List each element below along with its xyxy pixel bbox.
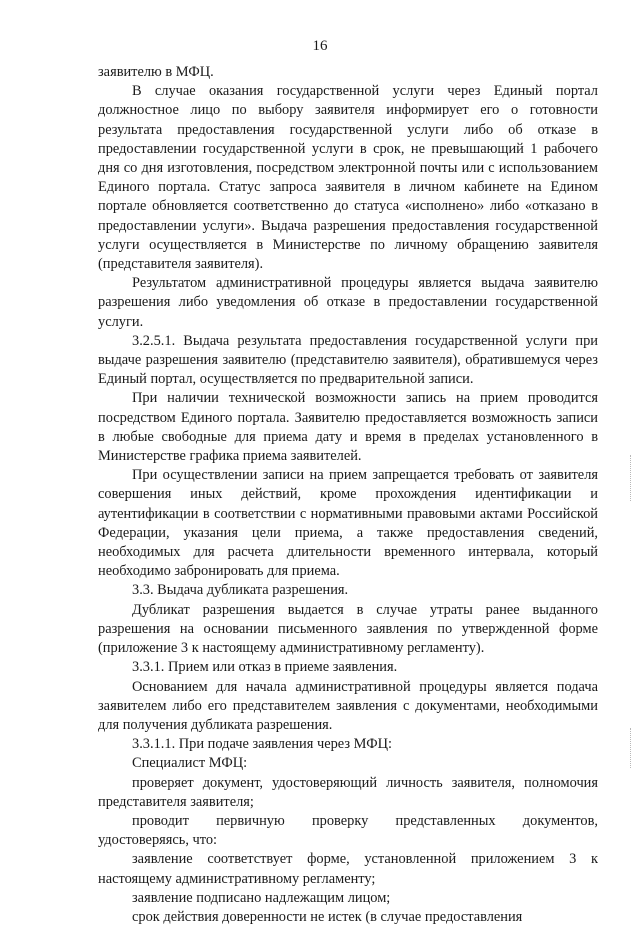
paragraph: заявителю в МФЦ.	[98, 64, 214, 80]
paragraph: Основанием для начала административной процедуры является подача заявителем либо его представителем заявления с документами, необходимыми для получения дубликата разрешения.	[98, 678, 598, 733]
section-heading: 3.3.1. Прием или отказ в приеме заявления.	[132, 659, 398, 676]
scan-margin-mark	[630, 728, 634, 768]
paragraph: срок действия доверенности не истек (в случае предоставления	[132, 908, 523, 925]
paragraph: заявление подписано надлежащим лицом;	[132, 889, 391, 906]
paragraph: заявление соответствует форме, установленной приложением 3 к настоящему административному регламенту;	[98, 851, 598, 887]
paragraph: 3.2.5.1. Выдача результата предоставления государственной услуги при выдаче разрешения заявителю (представителю заявителя), обратившемуся через Единый портал, осуществляется по предварительной записи.	[98, 332, 598, 388]
paragraph: 3.3.1.1. При подаче заявления через МФЦ:	[132, 736, 393, 753]
paragraph: При наличии технической возможности запись на прием проводится посредством Единого портала. Заявителю предоставляется возможность записи в любые свободные для приема дату и время в пределах установленного в Министерстве графика приема заявителей.	[98, 390, 598, 465]
document-body	[98, 63, 598, 927]
paragraph: Результатом административной процедуры является выдача заявителю разрешения либо уведомления об отказе в предоставлении государственной услуги.	[98, 275, 598, 330]
paragraph: Дубликат разрешения выдается в случае утраты ранее выданного разрешения на основании письменного заявления по утвержденной форме (приложение 3 к настоящему административному регламенту).	[98, 601, 598, 657]
page-number: 16	[312, 38, 328, 54]
paragraph: проводит первичную проверку представленных документов, удостоверяясь, что:	[98, 812, 598, 849]
paragraph: При осуществлении записи на прием запрещается требовать от заявителя совершения иных действий, кроме прохождения идентификации и аутентификации в соответствии с нормативными правовыми актами Российской Федерации, указания цели приема, а также предоставления сведений, необходимых для расчета длительности временного интервала, который необходимо забронировать для приема.	[98, 467, 598, 580]
paragraph: Специалист МФЦ:	[132, 755, 248, 772]
paragraph: проверяет документ, удостоверяющий личность заявителя, полномочия представителя заявителя;	[98, 774, 598, 810]
scan-margin-mark	[630, 455, 634, 501]
paragraph: В случае оказания государственной услуги через Единый портал должностное лицо по выбору заявителя информирует его о готовности результата предоставления государственной услуги либо об отказе в предоставлении государственной услуги в срок, не превышающий 1 рабочего дня со дня изготовления, посредством электронной почты или с использованием Единого портала. Статус запроса заявителя в личном кабинете на Едином портале обновляется соответственно до статуса «исполнено» либо «отказано в предоставлении услуги». Выдача разрешения предоставления государственной услуги осуществляется в Министерстве по личному обращению заявителя (представителя заявителя).	[98, 83, 598, 273]
section-heading: 3.3. Выдача дубликата разрешения.	[132, 582, 349, 599]
